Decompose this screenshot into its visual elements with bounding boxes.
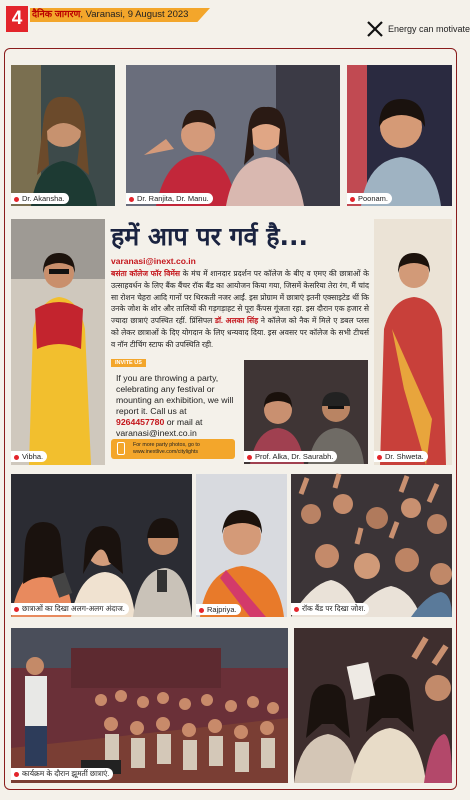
invite-footer-text: For more party photos, go to www.inextlive.com/citylights: [133, 442, 200, 455]
portrait-figure: [11, 219, 105, 465]
headline: हमें आप पर गर्व है...: [111, 222, 308, 251]
header-dateline: दैनिक जागरण, Varanasi, 9 August 2023: [32, 9, 189, 20]
crowd-figure: [11, 474, 192, 617]
photo-rockband: [291, 474, 452, 617]
caption-ranjita-manu: Dr. Ranjita, Dr. Manu.: [126, 193, 213, 204]
photo-rajpriya: [196, 474, 287, 617]
caption-andaz: छात्राओं का दिखा अलग-अलग अंदाज.: [11, 603, 129, 615]
page-number: 4: [6, 6, 28, 32]
photo-ranjita-manu: [126, 65, 340, 206]
caption-karyakram: कार्यक्रम के दौरान झूमतीं छात्राएं.: [11, 768, 113, 780]
invite-box: [111, 359, 237, 464]
article-text-1: के मंच में शानदार प्रदर्शन पर कॉलेज के बीए व एमए की छात्राओं के उत्साहवर्धन के लिए बैंक बैंचर रॉक बैंड का आयोजन किया गया, जिसमें केसरिया तेरा रंग, मैं चांद सा रोशन चेहरा आदि गानों पर थिरकती नजर आईं. इस प्रोग्राम में छात्राएं इतनी एक्साइटेड थीं कि उनके जोश के शोर और तालियों की गड़गड़ाहट से पूरा कैंपस गूंजता रहा. इस दौरान एक हजार से ज्यादा छात्राएं उपस्थित रहीं. प्रिंसिपल: [111, 269, 369, 326]
caption-akansha: Dr. Akansha.: [11, 193, 69, 204]
phone-icon: [117, 442, 125, 455]
crowd-figure: [11, 628, 288, 783]
crowd-figure: [291, 474, 452, 617]
photo-vibha: [11, 219, 105, 465]
masthead: दैनिक जागरण: [32, 9, 81, 20]
group-figure: [244, 360, 368, 464]
principal-name: डॉ. अलका सिंह: [214, 316, 259, 326]
caption-rajpriya: Rajpriya.: [196, 604, 241, 615]
email-link[interactable]: varanasi@inext.co.in: [111, 256, 196, 266]
article-text-2: ने कॉलेज को नैक में मिले ए डबल प्लस को लेकर छात्राओं के दिए योगदान के लिए धन्यवाद दिया. इस अवसर पर कॉलेज के सभी टीचर्स व नॉन टीचिंग स्टाफ की उपस्थिति रही.: [111, 316, 369, 349]
edition: Varanasi: [85, 9, 123, 20]
page-header: [0, 0, 470, 38]
photo-dancing-students: [294, 628, 452, 783]
college-name: बसंता कॉलेज फॉर विमेंस: [111, 269, 181, 278]
caption-alka-saurabh: Prof. Alka, Dr. Saurabh.: [244, 451, 337, 462]
invite-phone[interactable]: 9264457780: [116, 417, 165, 427]
caption-shweta: Dr. Shweta.: [374, 451, 428, 462]
photo-karyakram: [11, 628, 288, 783]
caption-vibha: Vibha.: [11, 451, 47, 462]
portrait-figure: [11, 65, 115, 206]
date: 9 August 2023: [127, 9, 189, 20]
portrait-figure: [347, 65, 452, 206]
invite-tag: INVITE US: [111, 359, 146, 367]
caption-rockband: रॉक बैंड पर दिखा जोश.: [291, 603, 369, 615]
crowd-figure: [294, 628, 452, 783]
portrait-figure: [374, 219, 452, 465]
photo-students-andaz: [11, 474, 192, 617]
portrait-figure: [196, 474, 287, 617]
invite-text: If you are throwing a party, celebrating any festival or mounting an exhibition, we will report it. Call us at 9264457780 or mail at varanasi@inext.co.in: [116, 373, 234, 438]
article-body: [111, 268, 369, 351]
ticker-text: Energy can motivate: [388, 24, 470, 34]
photo-akansha: [11, 65, 115, 206]
x-logo-icon: [366, 20, 384, 38]
caption-poonam: Poonam.: [347, 193, 392, 204]
photo-shweta: [374, 219, 452, 465]
group-figure: [126, 65, 340, 206]
photo-poonam: [347, 65, 452, 206]
photo-alka-saurabh: [244, 360, 368, 464]
invite-footer: [111, 439, 235, 459]
